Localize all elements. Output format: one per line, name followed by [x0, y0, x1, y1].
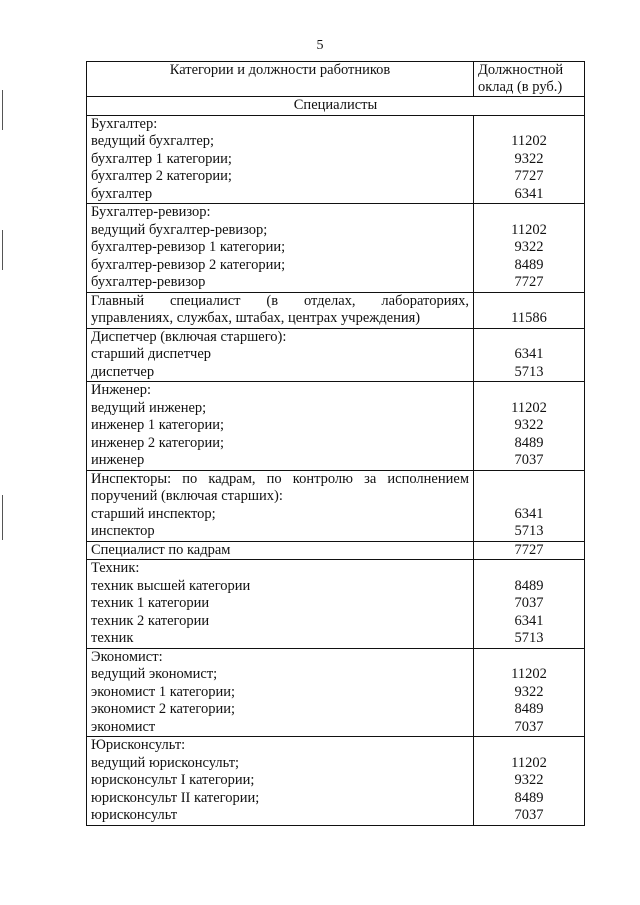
scan-mark — [2, 495, 3, 540]
category-cell — [87, 648, 474, 737]
group-title: Главный специалист (в отделах, лабораториях, — [91, 292, 469, 309]
salary-cell — [474, 541, 585, 560]
position-label: ведущий бухгалтер-ревизор; — [91, 221, 268, 238]
salary-cell — [474, 204, 585, 293]
salary-value: 11586 — [511, 310, 547, 326]
group-title-continued: поручений (включая старших): — [91, 488, 283, 504]
position-label: юрисконсульт — [91, 807, 178, 823]
salary-value: 9322 — [514, 683, 544, 700]
table-row — [87, 115, 585, 204]
salary-value: 11202 — [511, 666, 547, 682]
salary-cell — [474, 470, 585, 541]
position-label: инженер 1 категории; — [91, 417, 225, 433]
position-label: техник 2 категории — [91, 612, 210, 629]
position-label: техник 1 категории — [91, 595, 210, 611]
table-row — [87, 292, 585, 328]
salary-value: 7037 — [514, 452, 544, 468]
salary-value: 11202 — [511, 754, 547, 771]
salary-value: 6341 — [514, 505, 544, 522]
position-label: диспетчер — [91, 363, 155, 380]
position-label: старший диспетчер — [91, 346, 212, 362]
salary-value: 8489 — [514, 701, 544, 717]
position-label: ведущий экономист; — [91, 666, 218, 682]
salary-value: 7037 — [514, 807, 544, 823]
salary-value: 8489 — [514, 789, 544, 806]
salary-value: 9322 — [514, 417, 544, 433]
category-cell — [87, 204, 474, 293]
table-row — [87, 648, 585, 737]
salary-value: 5713 — [514, 630, 544, 646]
group-title: Экономист: — [91, 648, 163, 665]
salary-value: 8489 — [514, 256, 544, 273]
salary-cell — [474, 328, 585, 382]
salary-value: 7727 — [514, 541, 544, 558]
column-header-salary — [474, 62, 585, 97]
group-title: Специалист по кадрам — [91, 541, 231, 558]
position-label: юрисконсульт I категории; — [91, 772, 255, 788]
salary-cell — [474, 292, 585, 328]
table-row — [87, 560, 585, 649]
position-label: бухгалтер 1 категории; — [91, 150, 232, 167]
salary-value: 5713 — [514, 523, 544, 539]
page-number: 5 — [316, 38, 324, 53]
salary-cell — [474, 560, 585, 649]
salary-value: 6341 — [514, 185, 544, 202]
group-title: Инспекторы: по кадрам, по контролю за исполнением — [91, 470, 469, 487]
table-row — [87, 382, 585, 471]
position-label: бухгалтер — [91, 185, 153, 202]
position-label: старший инспектор; — [91, 505, 216, 522]
category-cell — [87, 115, 474, 204]
category-cell — [87, 470, 474, 541]
position-label: бухгалтер-ревизор 2 категории; — [91, 256, 286, 273]
group-title: Бухгалтер: — [91, 115, 158, 132]
salary-cell — [474, 382, 585, 471]
position-label: техник высшей категории — [91, 577, 251, 594]
position-label: экономист — [91, 718, 156, 735]
salary-value: 9322 — [514, 239, 544, 255]
salary-value: 8489 — [514, 434, 544, 451]
salary-value: 7037 — [514, 595, 544, 611]
position-label: бухгалтер-ревизор 1 категории; — [91, 239, 286, 255]
category-cell — [87, 737, 474, 826]
category-cell — [87, 382, 474, 471]
category-cell — [87, 328, 474, 382]
column-header-salary-line2: оклад (в руб.) — [478, 79, 563, 95]
group-title: Бухгалтер-ревизор: — [91, 204, 211, 220]
salary-value: 11202 — [511, 399, 547, 416]
table-row — [87, 737, 585, 826]
group-title-continued: управлениях, службах, штабах, центрах учреждения) — [91, 310, 421, 326]
position-label: инспектор — [91, 523, 155, 539]
salary-value: 6341 — [514, 346, 544, 362]
salary-value: 9322 — [514, 772, 544, 788]
position-label: техник — [91, 630, 134, 646]
position-label: инженер 2 категории; — [91, 434, 225, 451]
salary-cell — [474, 737, 585, 826]
position-label: бухгалтер 2 категории; — [91, 168, 232, 184]
salary-cell — [474, 115, 585, 204]
category-cell — [87, 560, 474, 649]
salary-cell — [474, 648, 585, 737]
scan-mark — [2, 90, 3, 130]
salary-value: 9322 — [514, 150, 544, 167]
section-title: Специалисты — [87, 97, 585, 116]
group-title: Техник: — [91, 560, 140, 576]
category-cell — [87, 541, 474, 560]
table-row — [87, 541, 585, 560]
salary-value: 6341 — [514, 612, 544, 629]
group-title: Инженер: — [91, 382, 151, 398]
table-row — [87, 204, 585, 293]
table-row — [87, 470, 585, 541]
column-header-salary-line1: Должностной — [478, 62, 564, 78]
category-cell — [87, 292, 474, 328]
position-label: юрисконсульт II категории; — [91, 789, 260, 806]
group-title: Юрисконсульт: — [91, 737, 186, 753]
section-row — [87, 97, 585, 116]
position-label: экономист 1 категории; — [91, 683, 236, 700]
scan-mark — [2, 230, 3, 270]
position-label: бухгалтер-ревизор — [91, 274, 206, 290]
position-label: ведущий инженер; — [91, 399, 207, 416]
table-row — [87, 328, 585, 382]
position-label: экономист 2 категории; — [91, 701, 236, 717]
salary-value: 5713 — [514, 363, 544, 380]
position-label: ведущий юрисконсульт; — [91, 754, 240, 771]
salary-table — [86, 61, 585, 826]
salary-value: 7727 — [514, 274, 544, 290]
position-label: инженер — [91, 452, 145, 468]
salary-value: 8489 — [514, 577, 544, 594]
salary-value: 7727 — [514, 168, 544, 184]
column-header-category: Категории и должности работников — [87, 62, 474, 97]
salary-value: 11202 — [511, 221, 547, 238]
group-title: Диспетчер (включая старшего): — [91, 328, 287, 345]
position-label: ведущий бухгалтер; — [91, 133, 215, 149]
salary-value: 7037 — [514, 718, 544, 735]
salary-value: 11202 — [511, 133, 547, 149]
table-header-row — [87, 62, 585, 97]
